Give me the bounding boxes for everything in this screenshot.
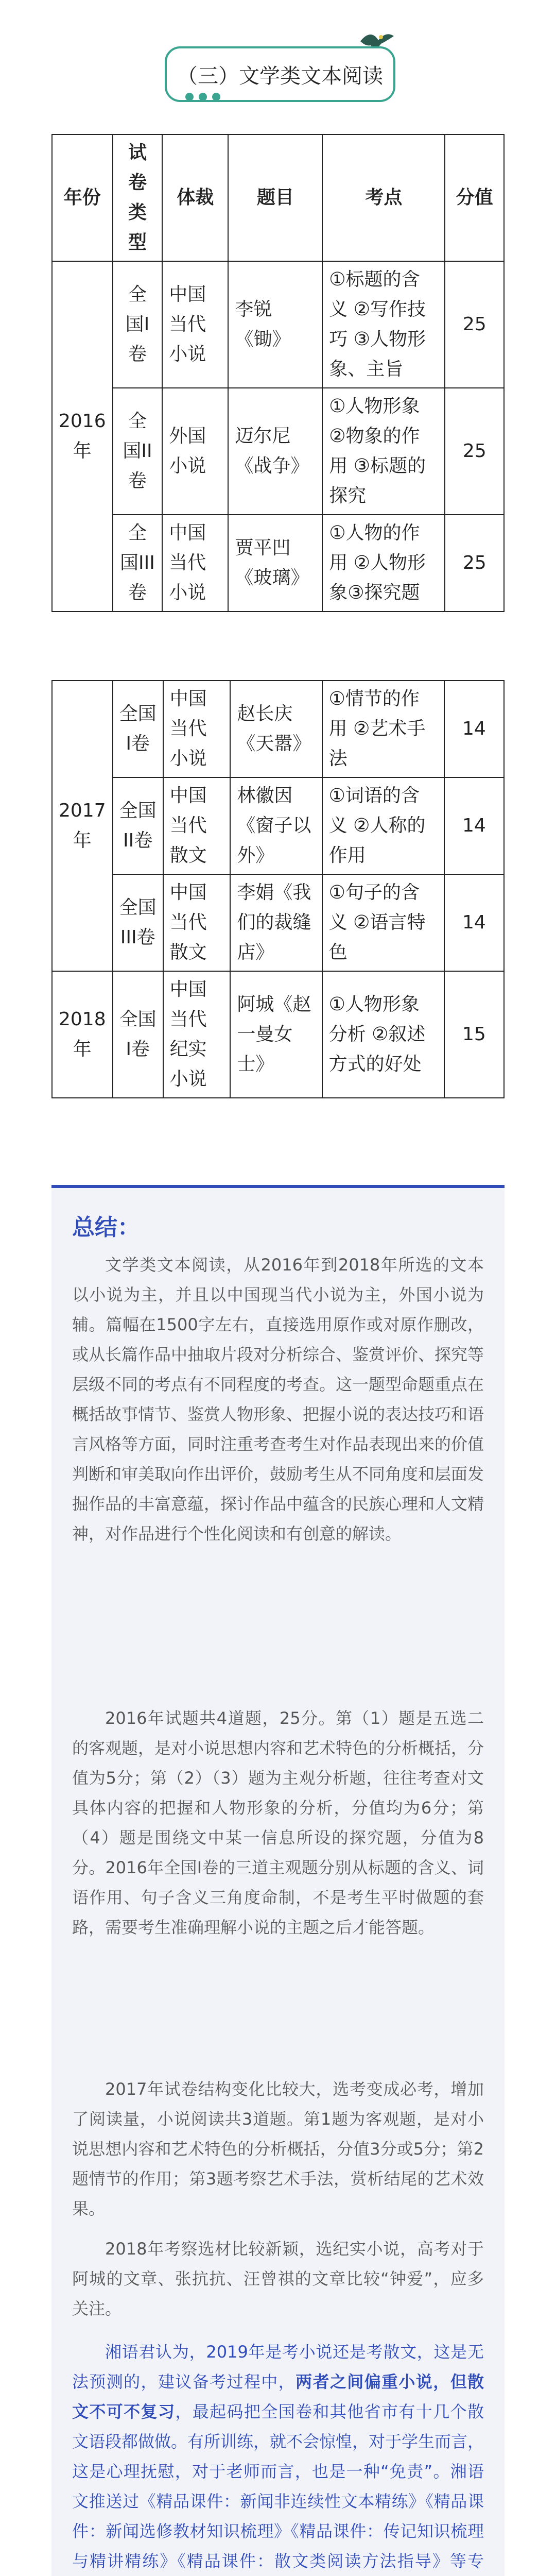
genre-cell: 中国当代纪实小说 — [163, 971, 231, 1098]
score-cell: 25 — [445, 388, 504, 515]
points-cell: ①人物的作用 ②人物形象③探究题 — [322, 515, 445, 612]
points-cell: ①标题的含义 ②写作技巧 ③人物形象、主旨 — [322, 261, 445, 388]
points-cell: ①人物形象 ②物象的作用 ③标题的探究 — [322, 388, 445, 515]
header-points: 考点 — [322, 134, 445, 261]
exam-table-2017-2018 — [51, 680, 505, 1098]
summary-paragraph-5 — [72, 2337, 484, 2576]
paper-cell: 全国II卷 — [113, 777, 163, 874]
summary-paragraph-4: 2018年考察选材比较新颖，选纪实小说，高考对于阿城的文章、张抗抗、汪曾祺的文章比较“钟爱”，应多关注。 — [72, 2239, 484, 2318]
table-row — [52, 777, 504, 874]
points-cell: ①词语的含义 ②人称的作用 — [322, 777, 444, 874]
genre-cell: 中国当代散文 — [163, 777, 231, 874]
score-cell: 14 — [444, 874, 504, 971]
year-cell: 2016年 — [52, 261, 113, 612]
title-cell: 迈尔尼《战争》 — [228, 388, 322, 515]
exam-table-2016 — [51, 134, 505, 612]
title-cell: 阿城《赵一曼女士》 — [230, 971, 322, 1098]
score-cell: 25 — [445, 261, 504, 388]
title-cell: 贾平凹《玻璃》 — [228, 515, 322, 612]
table-row — [52, 681, 504, 777]
points-cell: ①句子的含义 ②语言特色 — [322, 874, 444, 971]
paper-cell: 全国III卷 — [113, 874, 163, 971]
header-title: 题目 — [228, 134, 322, 261]
score-cell: 25 — [445, 515, 504, 612]
table-row — [52, 971, 504, 1098]
header-year: 年份 — [52, 134, 113, 261]
title-cell: 林徽因《窗子以外》 — [230, 777, 322, 874]
summary-paragraph-2: 2016年试题共4道题，25分。第（1）题是五选二的客观题，是对小说思想内容和艺术特色的分析概括，分值为5分；第（2）（3）题为主观分析题，往往考查对文具体内容的把握和人物形象的分析，分值均为6分；第（4）题是围绕文中某一信息所设的探究题，分值为8分。2016年全国I卷的三道主观题分别从标题的含义、词语作用、句子含义三角度命制，不是考生平时做题的套路，需要考生准确理解小说的主题之后才能答题。 — [72, 1708, 484, 1937]
summary-paragraph-1: 文学类文本阅读，从2016年到2018年所选的文本以小说为主，并且以中国现当代小说为主，外国小说为辅。篇幅在1500字左右，直接选用原作或对原作删改，或从长篇作品中抽取片段对分析综合、鉴赏评价、探究等层级不同的考点有不同程度的考查。这一题型命题重点在概括故事情节、鉴赏人物形象、把握小说的表达技巧和语言风格等方面，同时注重考查考生对作品表现出来的价值判断和审美取向作出评价，鼓励考生从不同角度和层面发掘作品的丰富意蕴，探讨作品中蕴含的民族心理和人文精神，对作品进行个性化阅读和有创意的解读。 — [72, 1255, 484, 1544]
table-row — [52, 388, 504, 515]
header-paper: 试卷类型 — [113, 134, 163, 261]
title-cell: 赵长庆《天嚣》 — [230, 681, 322, 777]
header-genre: 体裁 — [162, 134, 228, 261]
paper-cell: 全国II卷 — [113, 388, 163, 515]
header-score: 分值 — [445, 134, 504, 261]
title-cell: 李娟《我们的裁缝店》 — [230, 874, 322, 971]
year-cell: 2017年 — [52, 681, 113, 971]
paper-cell: 全国I卷 — [113, 681, 163, 777]
paper-cell: 全国I卷 — [113, 971, 163, 1098]
genre-cell: 外国小说 — [162, 388, 228, 515]
summary-paragraph-3: 2017年试卷结构变化比较大，选考变成必考，增加了阅读量，小说阅读共3道题。第1题为客观题，是对小说思想内容和艺术特色的分析概括，分值3分或5分；第2题情节的作用；第3题考察艺术手法，赏析结尾的艺术效果。 — [72, 2079, 484, 2218]
table-row — [52, 515, 504, 612]
summary-title: 总结： — [72, 1214, 140, 1241]
title-cell: 李锐《锄》 — [228, 261, 322, 388]
summary-card — [51, 1185, 505, 2576]
score-cell: 14 — [444, 681, 504, 777]
points-cell: ①情节的作用 ②艺术手法 — [322, 681, 444, 777]
year-cell: 2018年 — [52, 971, 113, 1098]
score-cell: 14 — [444, 777, 504, 874]
table-header-row — [52, 134, 504, 261]
genre-cell: 中国当代散文 — [163, 874, 231, 971]
summary-paragraph-5-emphasis: 两者之间偏重小说，但散文不可不复习 — [72, 2372, 484, 2421]
table-row — [52, 874, 504, 971]
paper-cell: 全国I卷 — [113, 261, 163, 388]
section-heading-label: （三）文学类文本阅读 — [165, 46, 395, 102]
heading-dots — [185, 93, 220, 101]
score-cell: 15 — [444, 971, 504, 1098]
summary-paragraph-5-a: 湘语君认为，2019年是考小说还是考散文，这是无法预测的，建议备考过程中， — [72, 2342, 484, 2392]
genre-cell: 中国当代小说 — [162, 261, 228, 388]
paper-cell: 全国III卷 — [113, 515, 163, 612]
points-cell: ①人物形象分析 ②叙述方式的好处 — [322, 971, 444, 1098]
section-heading — [154, 36, 402, 108]
genre-cell: 中国当代小说 — [163, 681, 231, 777]
genre-cell: 中国当代小说 — [162, 515, 228, 612]
summary-paragraph-5-c: ，最起码把全国卷和其他省市有十几个散文语段都做做。有所训练，就不会惊惶，对于学生而言，这是心理抚慰，对于老师而言，也是一种“免责”。湘语文推送过《精品课件：新闻非连续性文本精练》《精品课件：新闻选修教材知识梳理》《精品课件：传记知识梳理与精讲精练》《精品课件：散文类阅读方法指导》等专 — [72, 2402, 484, 2571]
table-row — [52, 261, 504, 388]
